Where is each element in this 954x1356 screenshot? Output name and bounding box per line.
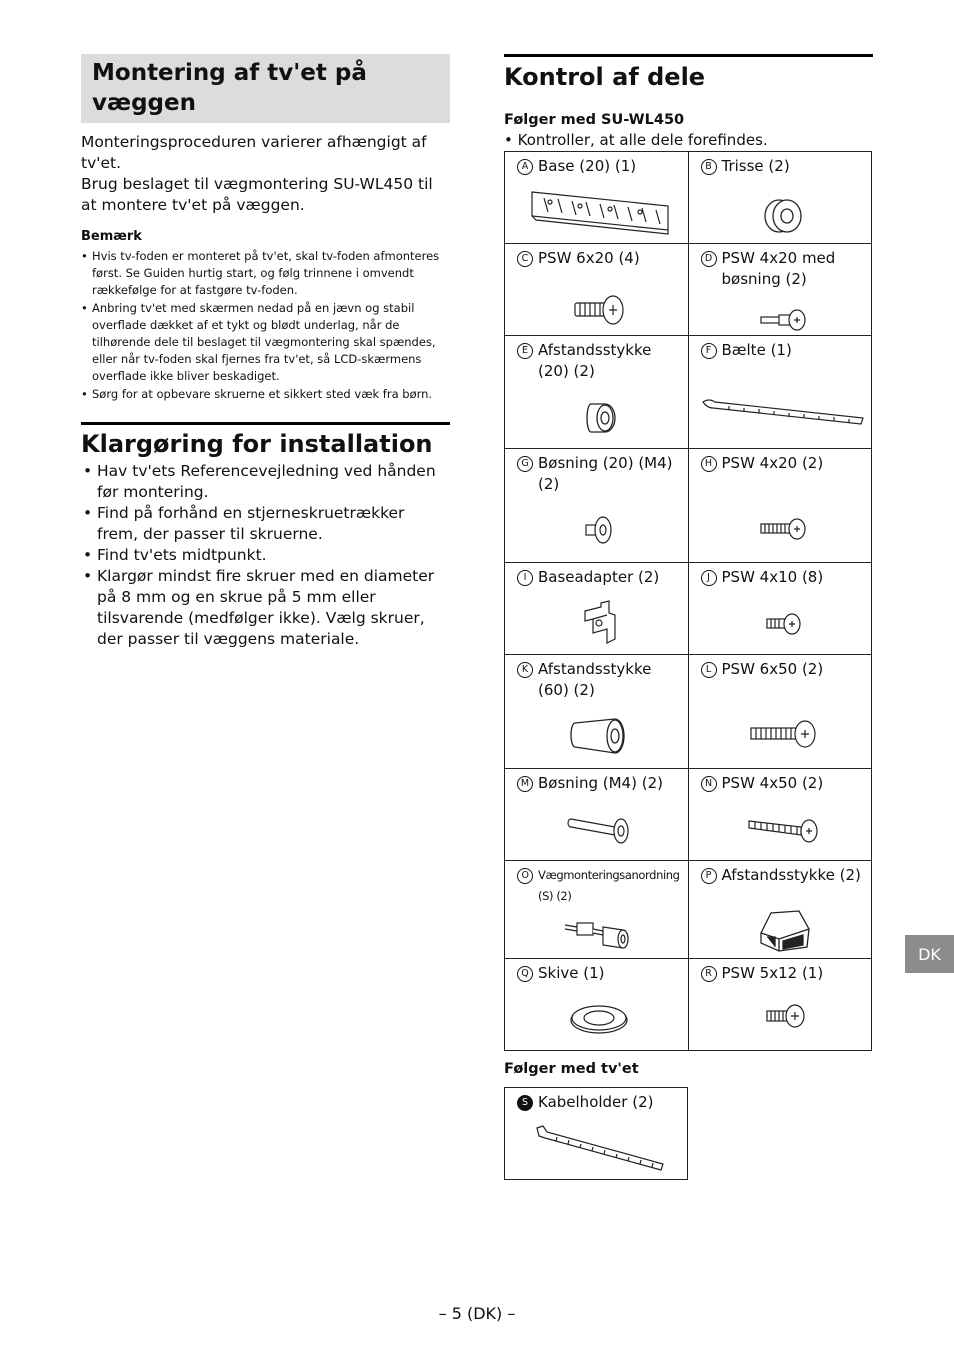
intro-paragraph-1: Monteringsproceduren varierer afhængigt af tv'et. — [81, 133, 427, 172]
part-label: Afstandsstykke (60) (2) — [538, 660, 652, 699]
part-letter: P — [701, 868, 717, 884]
part-cell-q — [505, 959, 689, 1051]
note-item: • Anbring tv'et med skærmen nedad på en jævn og stabil overflade dækket af et tykt og blødt underlag, når de tilhørende dele til beslaget til vægmontering skal spændes, eller når tv-foden skal fjernes fra tv'et, så LCD-skærmens overflade ikke bliver beskadiget. — [81, 300, 450, 386]
right-column — [504, 54, 873, 151]
part-letter: L — [701, 662, 717, 678]
part-letter: O — [517, 868, 533, 884]
section-heading-preparation: Klargøring for installation — [81, 422, 450, 460]
part-letter: C — [517, 251, 533, 267]
part-label: Bøsning (20) (M4) (2) — [538, 454, 673, 493]
part-cell-g — [505, 449, 689, 563]
washer-icon — [569, 1003, 629, 1035]
part-label: Afstandsstykke (2) — [721, 866, 861, 884]
belt-icon — [699, 396, 867, 426]
part-label: Skive (1) — [538, 964, 605, 982]
screw-icon — [747, 813, 821, 845]
preparation-list — [81, 461, 450, 650]
part-cell-j — [688, 563, 872, 655]
block-spacer-icon — [757, 907, 813, 953]
part-cell-d — [688, 244, 872, 336]
screw-with-bushing-icon — [759, 308, 809, 332]
part-label: Trisse (2) — [721, 157, 790, 175]
supplied-with-bracket-heading: Følger med SU-WL450 — [504, 112, 685, 128]
part-letter: Q — [517, 966, 533, 982]
part-cell-n — [688, 769, 872, 861]
part-cell-k — [505, 655, 689, 769]
preparation-item: • Hav tv'ets Referencevejledning ved hånden før montering. — [81, 461, 450, 503]
part-label: PSW 6x20 (4) — [538, 249, 640, 267]
part-letter: S — [517, 1095, 533, 1111]
section-heading-parts-check: Kontrol af dele — [504, 54, 873, 93]
part-cell-s — [505, 1088, 688, 1180]
part-letter: J — [701, 570, 717, 586]
part-letter: F — [701, 343, 717, 359]
part-letter: R — [701, 966, 717, 982]
check-instruction-text: Kontroller, at alle dele forefindes. — [517, 131, 768, 149]
bushing-icon — [583, 515, 617, 545]
part-cell-o — [505, 861, 689, 959]
part-label: Bælte (1) — [721, 341, 792, 359]
part-cell-l — [688, 655, 872, 769]
screw-icon — [765, 612, 805, 636]
long-spacer-icon — [569, 717, 629, 757]
part-cell-r — [688, 959, 872, 1051]
note-heading: Bemærk — [81, 229, 142, 244]
wall-bracket-base-icon — [530, 186, 670, 238]
part-cell-e — [505, 336, 689, 449]
section-heading-mounting: Montering af tv'et på væggen — [81, 54, 450, 123]
part-letter: M — [517, 776, 533, 792]
part-label: Vægmonteringsanordning (S) (2) — [538, 868, 680, 903]
base-adapter-icon — [579, 599, 619, 645]
preparation-item: • Find på forhånd en stjerneskruetrækker frem, der passer til skruerne. — [81, 503, 450, 545]
part-cell-i — [505, 563, 689, 655]
part-cell-p — [688, 861, 872, 959]
part-label: PSW 4x20 med bøsning (2) — [721, 249, 836, 288]
wall-mount-fixture-icon — [563, 917, 633, 949]
part-letter: H — [701, 456, 717, 472]
part-label: PSW 4x10 (8) — [721, 568, 824, 586]
note-item: • Hvis tv-foden er monteret på tv'et, skal tv-foden afmonteres først. Se Guiden hurtig start, og følg trinnene i omvendt rækkefølge for at fastgøre tv-foden. — [81, 248, 450, 300]
part-cell-b — [688, 152, 872, 244]
part-cell-a — [505, 152, 689, 244]
part-label: Kabelholder (2) — [538, 1093, 654, 1111]
tv-parts-table — [504, 1087, 688, 1180]
left-column — [81, 54, 450, 650]
check-instruction: • Kontroller, at alle dele forefindes. — [504, 131, 768, 149]
part-cell-h — [688, 449, 872, 563]
part-letter: G — [517, 456, 533, 472]
part-cell-c — [505, 244, 689, 336]
intro-paragraph-2: Brug beslaget til vægmontering SU-WL450 til at montere tv'et på væggen. — [81, 175, 433, 214]
supplied-with-tv-heading: Følger med tv'et — [504, 1061, 639, 1077]
preparation-item: • Klargør mindst fire skruer med en diameter på 8 mm og en skrue på 5 mm eller tilsvarende (medfølger ikke). Vælg skruer, der passer til væggens materiale. — [81, 566, 450, 650]
part-label: PSW 5x12 (1) — [721, 964, 824, 982]
preparation-item: • Find tv'ets midtpunkt. — [81, 545, 450, 566]
cable-holder-icon — [533, 1124, 667, 1172]
spacer-icon — [585, 400, 619, 434]
note-item: • Sørg for at opbevare skruerne et sikkert sted væk fra børn. — [81, 386, 450, 403]
part-letter: E — [517, 343, 533, 359]
part-cell-f — [688, 336, 872, 449]
part-label: PSW 4x50 (2) — [721, 774, 824, 792]
part-letter: K — [517, 662, 533, 678]
part-letter: B — [701, 159, 717, 175]
screw-icon — [759, 517, 809, 541]
part-cell-m — [505, 769, 689, 861]
part-label: Baseadapter (2) — [538, 568, 660, 586]
pulley-icon — [763, 194, 805, 236]
note-list — [81, 248, 450, 403]
part-letter: D — [701, 251, 717, 267]
page-number: – 5 (DK) – — [438, 1304, 516, 1323]
part-letter: N — [701, 776, 717, 792]
part-letter: A — [517, 159, 533, 175]
part-label: PSW 4x20 (2) — [721, 454, 824, 472]
part-label: Base (20) (1) — [538, 157, 637, 175]
long-bushing-icon — [567, 813, 633, 845]
screw-icon — [573, 294, 629, 326]
part-label: Bøsning (M4) (2) — [538, 774, 663, 792]
screw-icon — [765, 1003, 807, 1029]
language-tab: DK — [905, 935, 954, 973]
parts-table — [504, 151, 872, 1051]
screw-icon — [749, 719, 819, 749]
part-letter: I — [517, 570, 533, 586]
part-label: Afstandsstykke (20) (2) — [538, 341, 652, 380]
part-label: PSW 6x50 (2) — [721, 660, 824, 678]
